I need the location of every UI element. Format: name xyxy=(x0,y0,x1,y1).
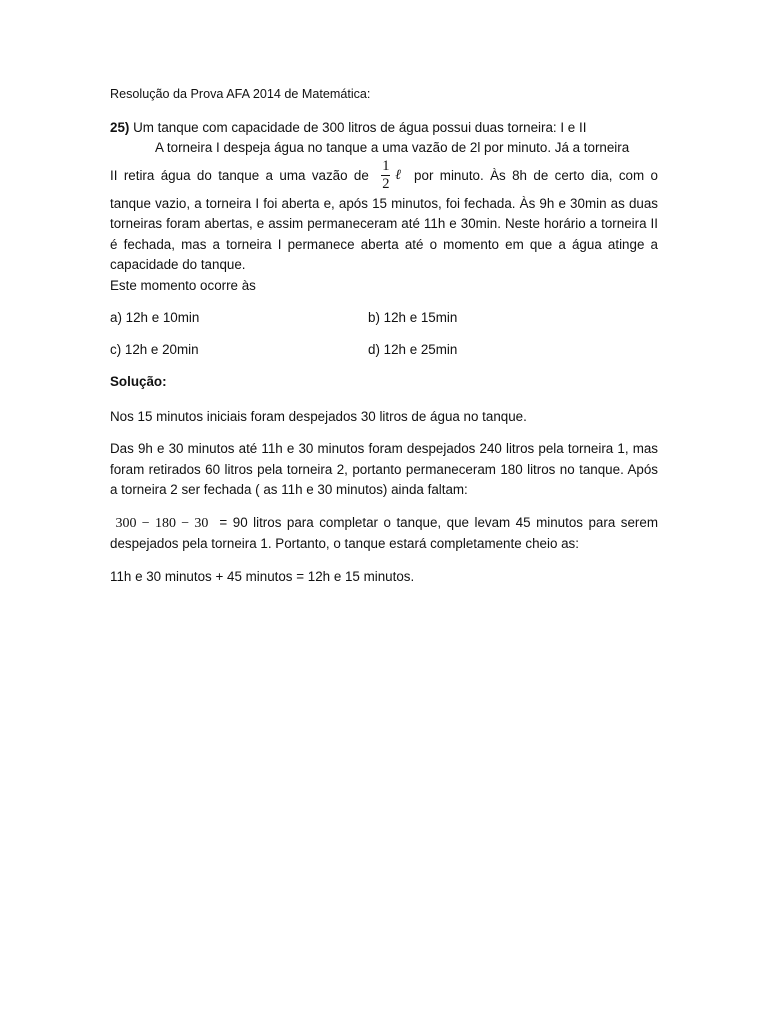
fraction-numerator: 1 xyxy=(382,158,390,175)
options-row xyxy=(110,308,658,328)
document-page xyxy=(110,84,658,599)
solution-paragraph-2: Das 9h e 30 minutos até 11h e 30 minutos foram despejados 240 litros pela torneira 1, mas foram retirados 60 litros pela torneira 2, portanto permaneceram 180 litros no tanque. Após a torneira 2 ser fechada ( as 11h e 30 minutos) ainda faltam: xyxy=(110,441,658,497)
solution-title: Solução: xyxy=(110,374,167,389)
subtraction-expression: 300 − 180 − 30 xyxy=(115,515,209,531)
question-line-3 xyxy=(110,156,658,196)
tap-one-flow-text: A torneira I despeja água no tanque a uma vazão de 2l por minuto. Já a torneira xyxy=(155,140,630,155)
solution-paragraph-3 xyxy=(110,513,658,555)
question-statement: Um tanque com capacidade de 300 litros de água possui duas torneira: I e II xyxy=(133,119,587,135)
solution-paragraph-3-text: = 90 litros para completar o tanque, que levam 45 minutos para serem despejados pela torneira 1. Portanto, o tanque estará completamente cheio as: xyxy=(110,514,658,551)
option-c: c) 12h e 20min xyxy=(110,342,199,357)
option-d: d) 12h e 25min xyxy=(368,342,458,357)
answer-options xyxy=(110,308,658,360)
option-a: a) 12h e 10min xyxy=(110,310,200,325)
question-body: tanque vazio, a torneira I foi aberta e, após 15 minutos, foi fechada. Às 9h e 30min as duas torneiras foram abertas, e assim permaneceram até 11h e 30min. Neste horário a torneira II é fechada, mas a torneira I permanece aberta até o momento em que a água atinge a capacidade do tanque. xyxy=(110,195,658,272)
solution-paragraph-1: Nos 15 minutos iniciais foram despejados 30 litros de água no tanque. xyxy=(110,408,527,424)
option-b: b) 12h e 15min xyxy=(368,310,458,325)
question-line-1 xyxy=(110,118,658,139)
options-row xyxy=(110,340,658,360)
flow-rate-fraction xyxy=(381,158,390,193)
tap-two-flow-text-after: por minuto. Às 8h de certo dia, com o xyxy=(414,167,658,183)
tap-two-flow-text: II retira água do tanque a uma vazão de xyxy=(110,167,369,183)
question-number: 25) xyxy=(110,119,130,135)
fraction-denominator: 2 xyxy=(382,176,390,193)
solution-conclusion: 11h e 30 minutos + 45 minutos = 12h e 15 minutos. xyxy=(110,568,415,584)
liter-symbol: ℓ xyxy=(392,167,404,183)
question-prompt: Este momento ocorre às xyxy=(110,277,256,293)
document-title: Resolução da Prova AFA 2014 de Matemática: xyxy=(110,87,371,101)
